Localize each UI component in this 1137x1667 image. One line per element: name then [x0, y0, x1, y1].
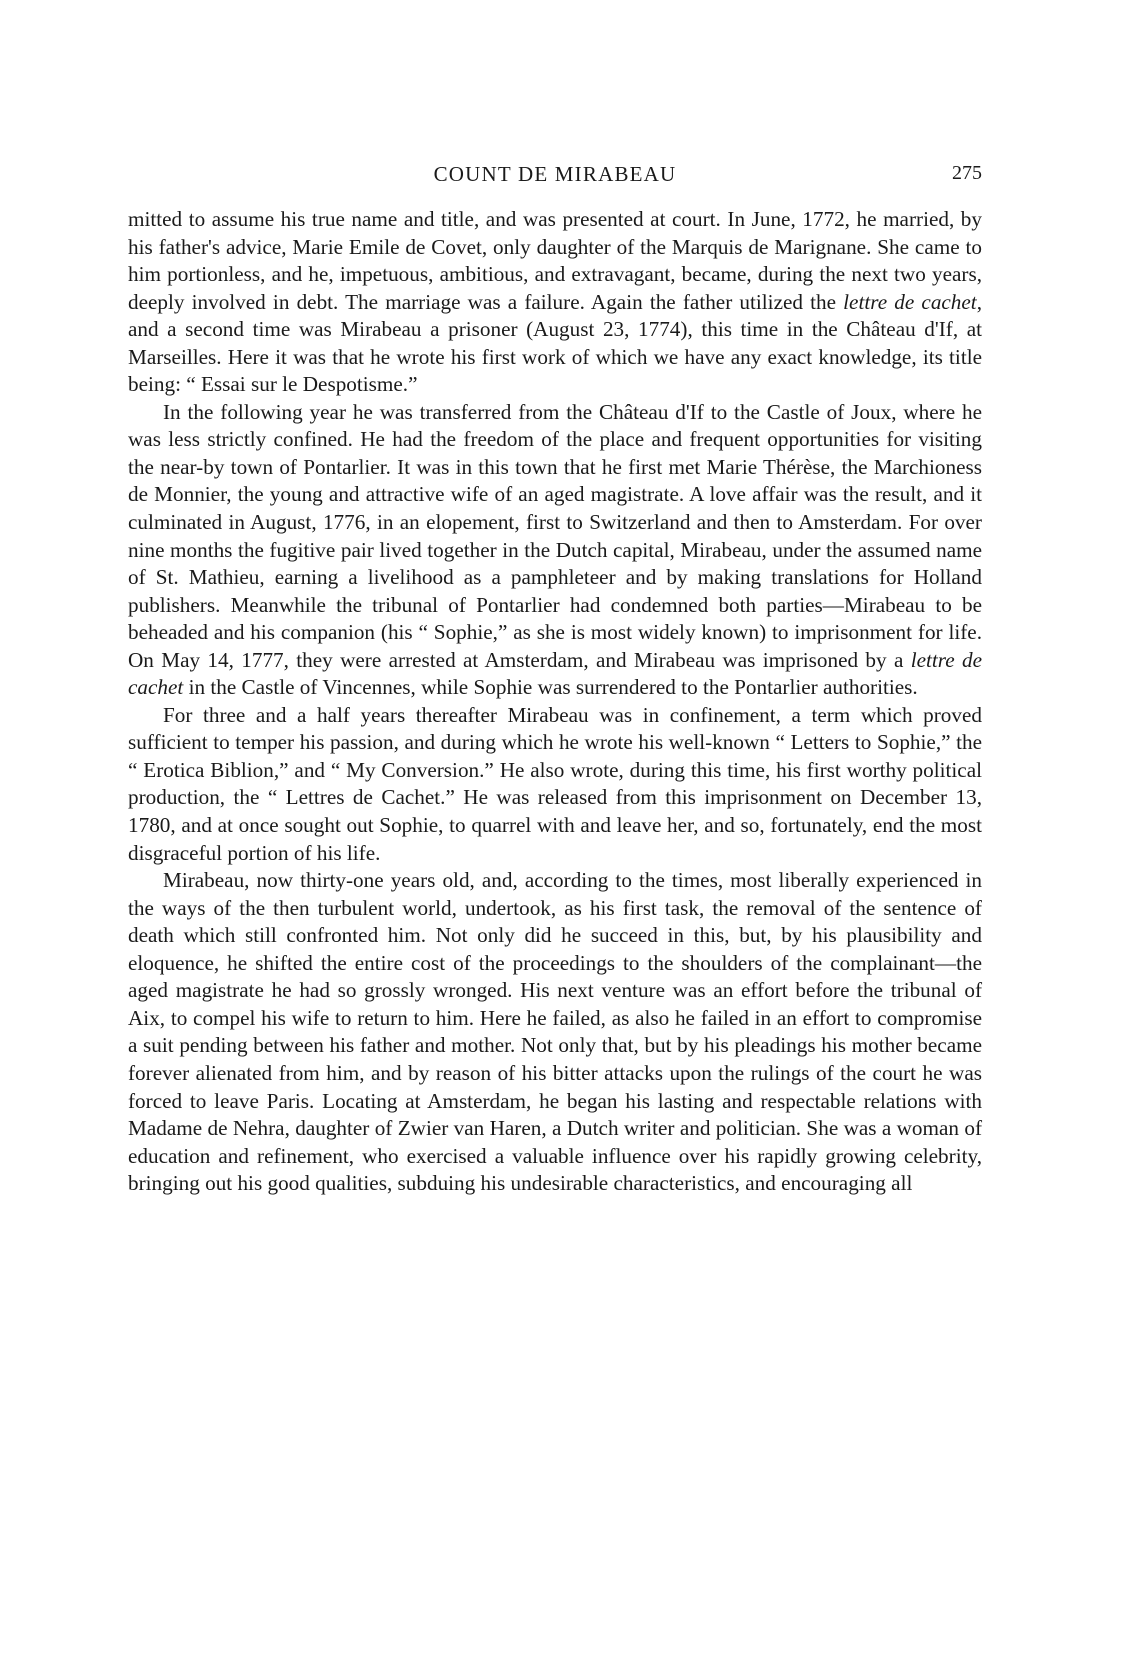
- text-run: , and a second time was Mirabeau a prisoner (August 23, 1774), this time in the Château d'If, at Marseilles. Here it was that he wrote his first work of which we have any exact knowledge, its title being: “ Essai sur le Despotisme.”: [128, 289, 982, 397]
- text-run: Mirabeau, now thirty-one years old, and, according to the times, most liberally experienced in the ways of the then turbulent world, undertook, as his first task, the removal of the sentence of death which still confronted him. Not only did he succeed in this, but, by his plausibility and eloquence, he shifted the entire cost of the proceedings to the shoulders of the complainant—the aged magistrate he had so grossly wronged. His next venture was an effort before the tribunal of Aix, to compel his wife to return to him. Here he failed, as also he failed in an effort to compromise a suit pending between his father and mother. Not only that, but by his pleadings his mother became forever alienated from him, and by reason of his bitter attacks upon the rulings of the court he was forced to leave Paris. Locating at Amsterdam, he began his lasting and respectable relations with Madame de Nehra, daughter of Zwier van Haren, a Dutch writer and politician. She was a woman of education and refinement, who exercised a valuable influence over his rapidly growing celebrity, bringing out his good qualities, subduing his undesirable characteristics, and encouraging all: [128, 868, 982, 1196]
- running-head: [128, 162, 982, 190]
- text-run: in the Castle of Vincennes, while Sophie was surrendered to the Pontarlier authorities.: [183, 675, 918, 700]
- body-text: [128, 206, 982, 1198]
- text-run: For three and a half years thereafter Mirabeau was in confinement, a term which proved sufficient to temper his passion, and during which he wrote his well-known “ Letters to Sophie,” the “ Erotica Biblion,” and “ My Conversion.” He also wrote, during this time, his first worthy political production, the “ Lettres de Cachet.” He was released from this imprisonment on December 13, 1780, and at once sought out Sophie, to quarrel with and leave her, and so, fortunately, end the most disgraceful portion of his life.: [128, 702, 982, 865]
- paragraph-3: [128, 702, 982, 867]
- text-run: In the following year he was transferred from the Château d'If to the Castle of Joux, where he was less strictly confined. He had the freedom of the place and frequent opportunities for visiting the near-by town of Pontarlier. It was in this town that he first met Marie Thérèse, the Marchioness de Monnier, the young and attractive wife of an aged magistrate. A love affair was the result, and it culminated in August, 1776, in an elopement, first to Switzerland and then to Amsterdam. For over nine months the fugitive pair lived together in the Dutch capital, Mirabeau, under the assumed name of St. Mathieu, earning a livelihood as a pamphleteer and by making translations for Holland publishers. Meanwhile the tribunal of Pontarlier had condemned both parties—Mirabeau to be beheaded and his companion (his “ Sophie,” as she is most widely known) to imprisonment for life. On May 14, 1777, they were arrested at Amsterdam, and Mirabeau was imprisoned by a: [128, 399, 982, 672]
- page-number: 275: [952, 162, 982, 184]
- paragraph-1: [128, 206, 982, 399]
- paragraph-2: [128, 399, 982, 702]
- running-title: COUNT DE MIRABEAU: [433, 162, 677, 186]
- paragraph-4: [128, 867, 982, 1198]
- text-run: mitted to assume his true name and title, and was presented at court. In June, 1772, he married, by his father's advice, Marie Emile de Covet, only daughter of the Marquis de Marignane. She came to him portionless, and he, impetuous, ambitious, and extravagant, became, during the next two years, deeply involved in debt. The marriage was a failure. Again the father utilized the: [128, 207, 982, 314]
- italic-phrase: lettre de cachet: [128, 647, 982, 700]
- italic-phrase: lettre de cachet: [843, 289, 977, 314]
